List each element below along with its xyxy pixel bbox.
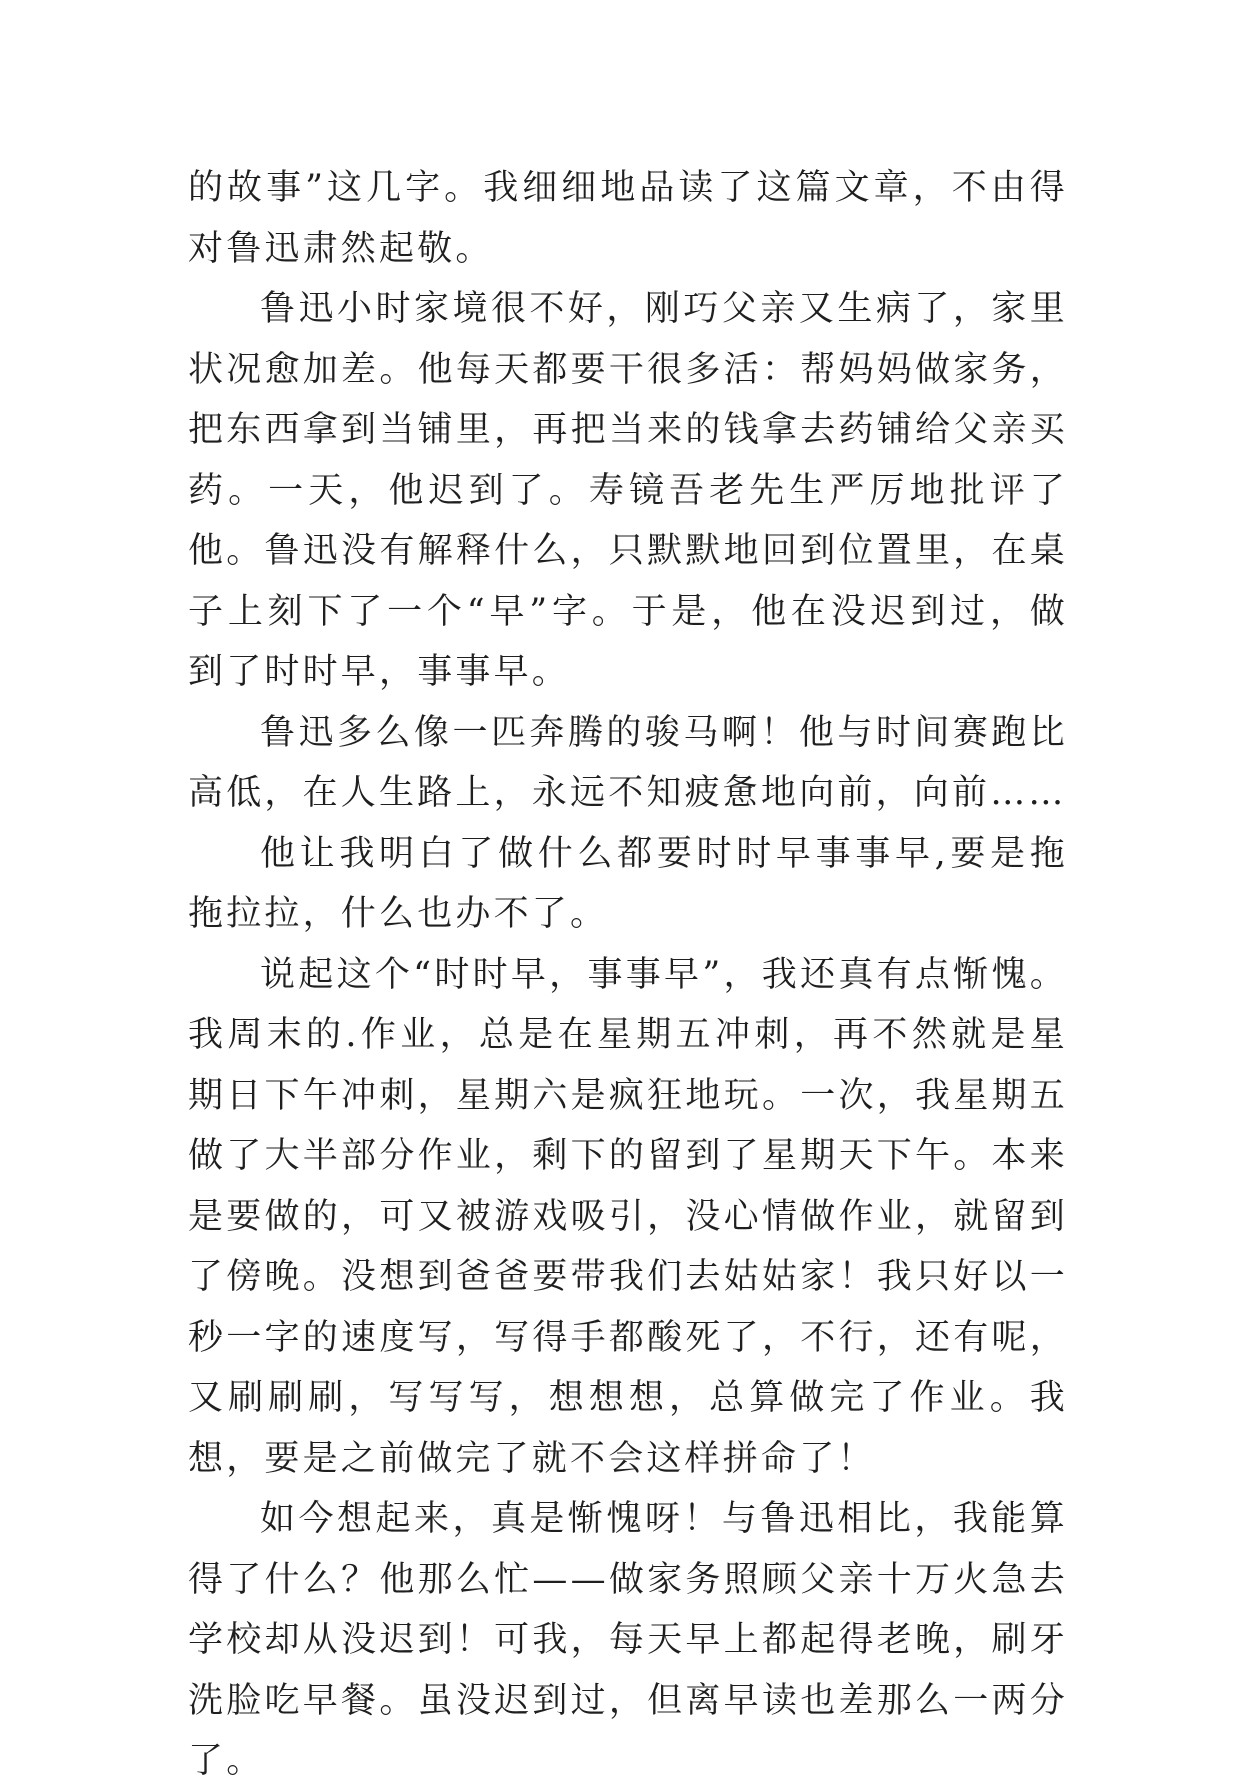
paragraph: 如今想起来，真是惭愧呀！与鲁迅相比，我能算得了什么？他那么忙——做家务照顾父亲十万火急去学校却从没迟到！可我，每天早上都起得老晚，刷牙洗脸吃早餐。虽没迟到过，但离早读也差那么一两分了。 bbox=[188, 1499, 1068, 1781]
paragraph: 说起这个“时时早，事事早”，我还真有点惭愧。我周末的.作业，总是在星期五冲刺，再不然就是星期日下午冲刺，星期六是疯狂地玩。一次，我星期五做了大半部分作业，剩下的留到了星期天下午。本来是要做的，可又被游戏吸引，没心情做作业，就留到了傍晚。没想到爸爸要带我们去姑姑家！我只好以一秒一字的速度写，写得手都酸死了，不行，还有呢，又刷刷刷，写写写，想想想，总算做完了作业。我想，要是之前做完了就不会这样拼命了！ bbox=[188, 954, 1068, 1479]
paragraph: 的故事”这几字。我细细地品读了这篇文章，不由得对鲁迅肃然起敬。 bbox=[188, 168, 1068, 269]
paragraph: 鲁迅多么像一匹奔腾的骏马啊！他与时间赛跑比高低，在人生路上，永远不知疲惫地向前，向前…… bbox=[188, 712, 1068, 813]
article-body bbox=[188, 158, 1068, 1792]
paragraph: 他让我明白了做什么都要时时早事事早,要是拖拖拉拉，什么也办不了。 bbox=[188, 833, 1068, 934]
paragraph: 鲁迅小时家境很不好，刚巧父亲又生病了，家里状况愈加差。他每天都要干很多活：帮妈妈做家务，把东西拿到当铺里，再把当来的钱拿去药铺给父亲买药。一天，他迟到了。寿镜吾老先生严厉地批评了他。鲁迅没有解释什么，只默默地回到位置里，在桌子上刻下了一个“早”字。于是，他在没迟到过，做到了时时早，事事早。 bbox=[188, 289, 1068, 692]
